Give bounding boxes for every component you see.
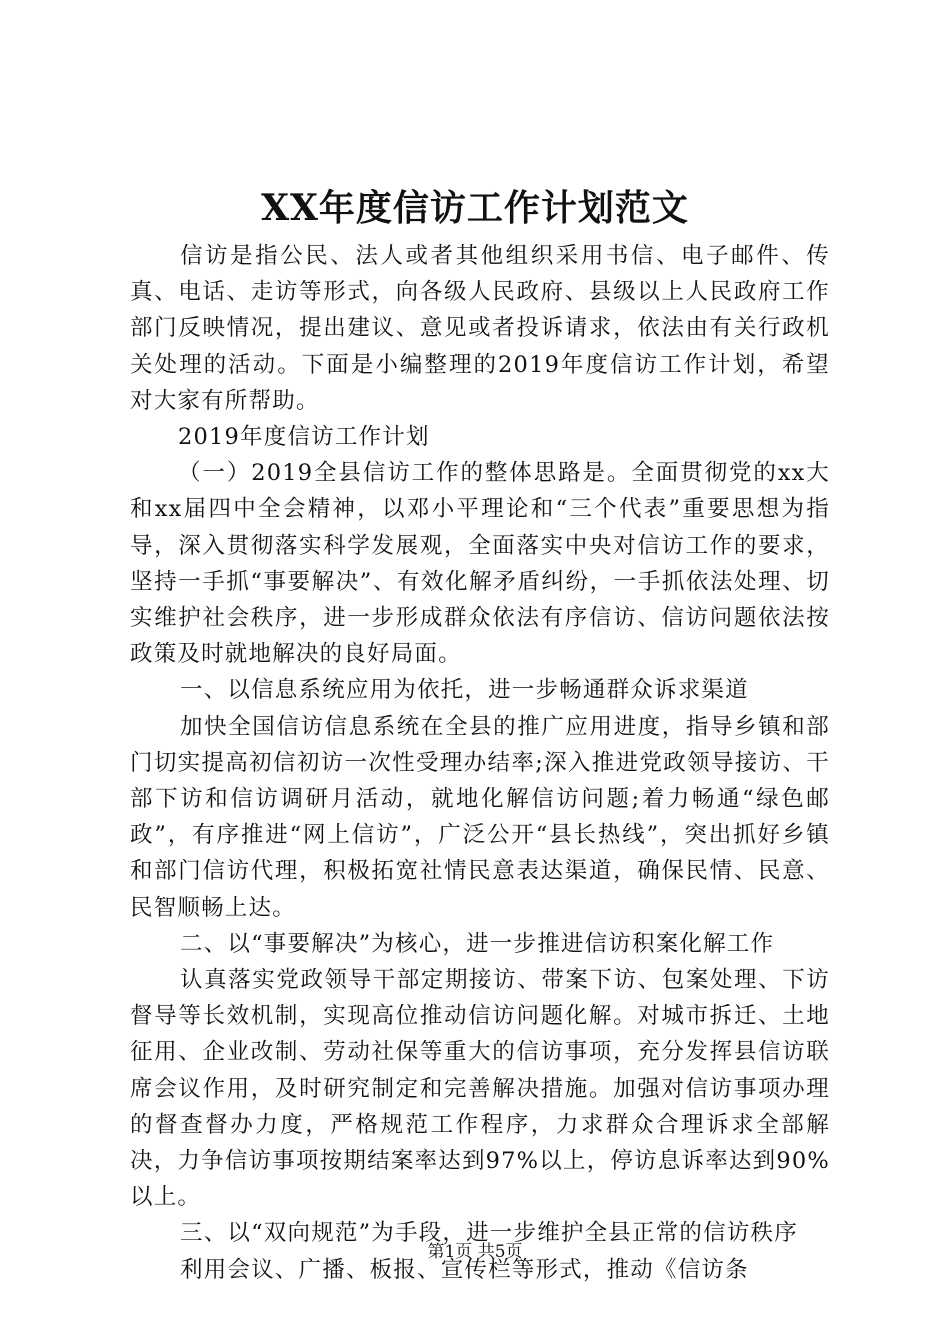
section-body-3: 利用会议、广播、板报、宣传栏等形式，推动《信访条	[180, 1256, 749, 1283]
intro-paragraph: 信访是指公民、法人或者其他组织采用书信、电子邮件、传真、电话、走访等形式，向各级人民政府、县级以上人民政府工作部门反映情况，提出建议、意见或者投诉请求，依法由有关行政机关处理的活动。下面是小编整理的2019年度信访工作计划，希望对大家有所帮助。	[130, 243, 830, 414]
document-title: XX年度信访工作计划范文	[261, 187, 689, 229]
plan-heading: 2019年度信访工作计划	[178, 424, 430, 451]
section-heading-3: 三、以“双向规范”为手段，进一步维护全县正常的信访秩序	[180, 1220, 798, 1247]
page-footer: 第1页 共5页	[427, 1242, 523, 1262]
section-heading-2: 二、以“事要解决”为核心，进一步推进信访积案化解工作	[180, 930, 775, 957]
section-body-1: 加快全国信访信息系统在全县的推广应用进度，指导乡镇和部门切实提高初信初访一次性受理办结率;深入推进党政领导接访、干部下访和信访调研月活动，就地化解信访问题;着力畅通“绿色邮政”，有序推进“网上信访”，广泛公开“县长热线”，突出抓好乡镇和部门信访代理，积极拓宽社情民意表达渠道，确保民情、民意、民智顺畅上达。	[130, 713, 830, 921]
document-body	[130, 238, 830, 1288]
section-heading-1: 一、以信息系统应用为依托，进一步畅通群众诉求渠道	[180, 677, 749, 704]
section-body-2: 认真落实党政领导干部定期接访、带案下访、包案处理、下访督导等长效机制，实现高位推动信访问题化解。对城市拆迁、土地征用、企业改制、劳动社保等重大的信访事项，充分发挥县信访联席会议作用，及时研究制定和完善解决措施。加强对信访事项办理的督查督办力度，严格规范工作程序，力求群众合理诉求全部解决，力争信访事项按期结案率达到97%以上，停访息诉率达到90%以上。	[130, 967, 830, 1211]
overall-approach-paragraph: （一）2019全县信访工作的整体思路是。全面贯彻党的xx大和xx届四中全会精神，以邓小平理论和“三个代表”重要思想为指导，深入贯彻落实科学发展观，全面落实中央对信访工作的要求，坚持一手抓“事要解决”、有效化解矛盾纠纷，一手抓依法处理、切实维护社会秩序，进一步形成群众依法有序信访、信访问题依法按政策及时就地解决的良好局面。	[130, 460, 830, 668]
